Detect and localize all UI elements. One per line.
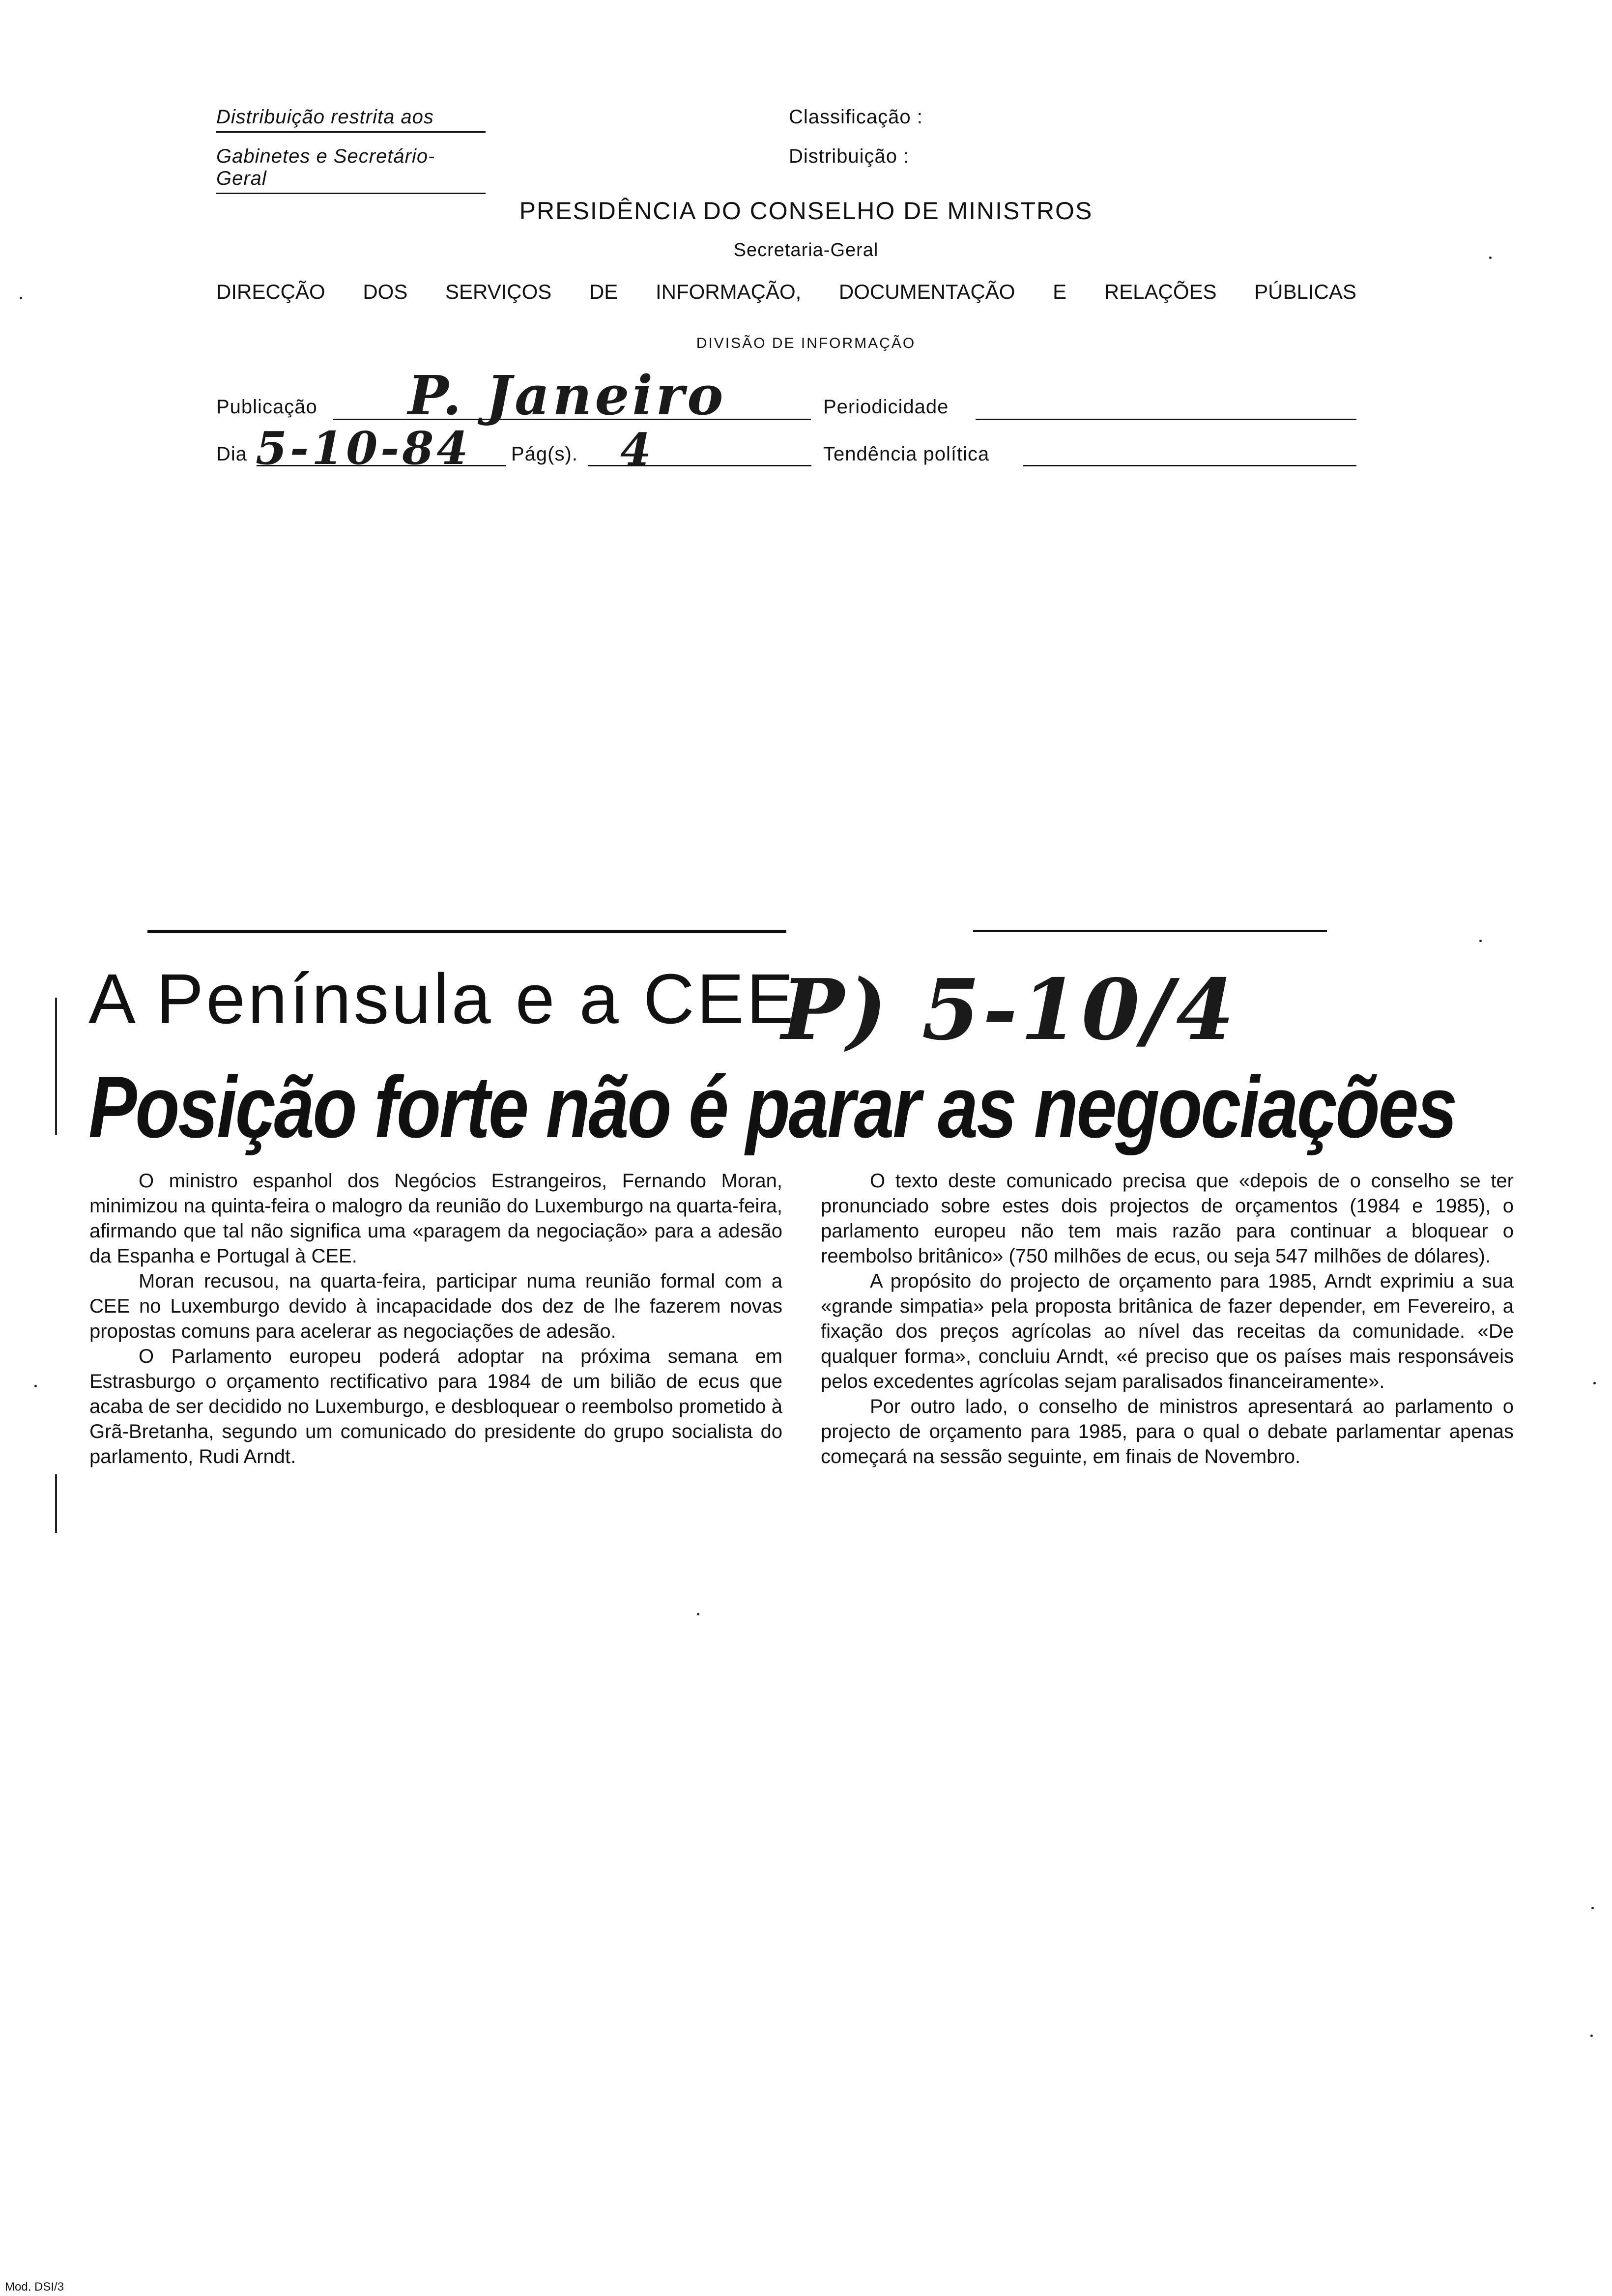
direction-word: INFORMAÇÃO, [655,280,802,303]
article-column-right [821,1169,1514,1469]
direction-line [216,280,1356,304]
scan-speck [1590,2035,1593,2037]
distribution-restricted-line2: Gabinetes e Secretário-Geral [216,145,486,194]
article-column-left [89,1169,782,1469]
handwritten-date-stamp: P) 5-10/4 [781,961,1238,1059]
tendency-field-line [1023,465,1356,466]
scan-artifact-mark [55,998,57,1135]
article-paragraph: O Parlamento europeu poderá adoptar na próxima semana em Estrasburgo o orçamento rectificativo para 1984 de um bilião de ecus que acaba de ser decidido no Luxemburgo, e desbloquear o reembolso prometido à Grã-Bretanha, segundo um comunicado do presidente do grupo socialista do parlamento, Rudi Arndt. [89,1346,782,1467]
article-paragraph: Moran recusou, na quarta-feira, participar numa reunião formal com a CEE no Luxemburgo devido à incapacidade dos dez de lhe fazerem novas propostas comuns para acelerar as negociações de adesão. [89,1270,782,1342]
scan-speck [1593,1382,1596,1384]
direction-word: DE [589,280,618,303]
scan-speck [1489,257,1492,259]
clipping-top-rule [147,930,786,933]
form-code-footer: Mod. DSI/3 [5,2280,64,2294]
clipping-top-rule-right [973,930,1327,932]
day-label: Dia [216,443,248,465]
direction-word: DOCUMENTAÇÃO [838,280,1015,303]
direction-word: E [1053,280,1067,303]
secretariat-subtitle: Secretaria-Geral [733,240,879,260]
article-paragraph: O ministro espanhol dos Negócios Estrangeiros, Fernando Moran, minimizou na quinta-feira o malogro da reunião do Luxemburgo na quarta-feira, afirmando que tal não significa uma «paragem da negociação» para a adesão da Espanha e Portugal à CEE. [89,1170,782,1267]
pages-handwritten: 4 [620,424,654,476]
distribution-label: Distribuição : [789,145,910,167]
scan-speck [1479,940,1482,942]
tendency-label: Tendência política [823,443,990,465]
day-handwritten: 5-10-84 [256,422,471,475]
direction-word: DOS [363,280,408,303]
direction-word: PÚBLICAS [1254,280,1356,303]
article-headline: Posição forte não é parar as negociações [88,1058,1456,1156]
article-paragraph: A propósito do projecto de orçamento para 1985, Arndt exprimiu a sua «grande simpatia» pela proposta britânica de fazer depender, em Fevereiro, a fixação dos preços agrícolas ao nível das receitas da comunidade. «De qualquer forma», concluiu Arndt, «é preciso que os países mais responsáveis pelos excedentes agrícolas sejam paralisados financeiramente». [821,1270,1514,1392]
pages-label: Pág(s). [511,443,578,465]
article-paragraph: O texto deste comunicado precisa que «depois de o conselho se ter pronunciado sobre estes dois projectos de orçamentos (1984 e 1985), o parlamento europeu não tem mais razão para continuar a bloquear o reembolso britânico» (750 milhões de ecus, ou seja 547 milhões de dólares). [821,1170,1514,1267]
direction-word: DIRECÇÃO [216,280,325,303]
article-paragraph: Por outro lado, o conselho de ministros apresentará ao parlamento o projecto de orçamento para 1985, para o qual o debate parlamentar apenas começará na sessão seguinte, em finais de Novembro. [821,1396,1514,1467]
publication-label: Publicação [216,396,317,418]
periodicity-label: Periodicidade [823,396,949,418]
direction-word: SERVIÇOS [445,280,552,303]
article-kicker: A Península e a CEE [88,959,796,1038]
scan-speck [20,297,22,299]
presidency-title: PRESIDÊNCIA DO CONSELHO DE MINISTROS [519,197,1093,225]
classification-label: Classificação : [789,106,923,128]
distribution-restricted-line1: Distribuição restrita aos [216,106,486,133]
scan-speck [1591,1907,1594,1909]
publication-handwritten: P. Janeiro [408,364,726,427]
division-title: DIVISÃO DE INFORMAÇÃO [696,335,916,351]
direction-word: RELAÇÕES [1104,280,1217,303]
periodicity-field-line [976,419,1356,420]
scan-speck [34,1385,37,1387]
scan-speck [697,1613,699,1615]
scan-artifact-mark [55,1474,57,1533]
